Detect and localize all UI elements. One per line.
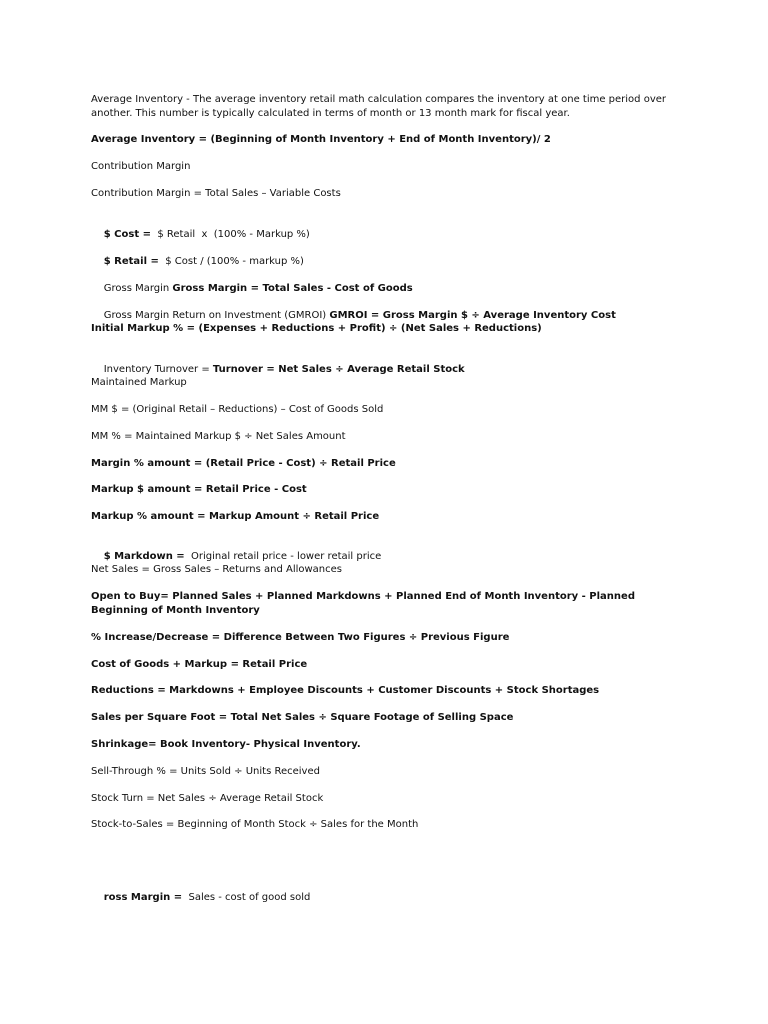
markdown-label: $ Markdown = xyxy=(103,550,185,562)
markup-percent-formula: Markup % amount = Markup Amount ÷ Retail Price xyxy=(91,511,380,522)
gmroi-formula: GMROI = Gross Margin $ ÷ Average Inventory Cost xyxy=(329,309,616,321)
cost-of-goods-formula: Cost of Goods + Markup = Retail Price xyxy=(91,659,308,670)
stock-to-sales-formula: Stock-to-Sales = Beginning of Month Stock ÷ Sales for the Month xyxy=(91,819,419,830)
average-inventory-formula: Average Inventory = (Beginning of Month Inventory + End of Month Inventory)/ 2 xyxy=(91,134,551,145)
average-inventory-intro: Average Inventory - The average inventory retail math calculation compares the inventory at one time period over another. This number is typically calculated in terms of month or 13 month mark for fiscal year. xyxy=(91,94,670,119)
inventory-turnover-label: Inventory Turnover = xyxy=(103,363,213,375)
mm-percent-formula: MM % = Maintained Markup $ ÷ Net Sales Amount xyxy=(91,431,346,442)
cost-formula: $ Retail x (100% - Markup %) xyxy=(150,228,310,240)
initial-markup-formula: Initial Markup % = (Expenses + Reductions + Profit) ÷ (Net Sales + Reductions) xyxy=(91,323,542,334)
sales-per-square-foot-formula: Sales per Square Foot = Total Net Sales ÷ Square Footage of Selling Space xyxy=(91,712,514,723)
increase-decrease-formula: % Increase/Decrease = Difference Between Two Figures ÷ Previous Figure xyxy=(91,632,510,643)
margin-percent-formula: Margin % amount = (Retail Price - Cost) ÷ Retail Price xyxy=(91,458,396,469)
gross-margin-formula: Gross Margin = Total Sales - Cost of Goods xyxy=(172,282,413,294)
contribution-margin-heading: Contribution Margin xyxy=(91,161,191,172)
stock-turn-formula: Stock Turn = Net Sales ÷ Average Retail Stock xyxy=(91,793,324,804)
ross-margin-line xyxy=(91,877,691,918)
markdown-formula: Original retail price - lower retail price xyxy=(184,550,382,562)
net-sales-formula: Net Sales = Gross Sales – Returns and Allowances xyxy=(91,564,343,575)
contribution-margin-formula: Contribution Margin = Total Sales – Variable Costs xyxy=(91,188,341,199)
maintained-markup-heading: Maintained Markup xyxy=(91,377,187,388)
markup-dollar-formula: Markup $ amount = Retail Price - Cost xyxy=(91,484,307,495)
ross-margin-formula: Sales - cost of good sold xyxy=(182,891,311,903)
cost-label: $ Cost = xyxy=(103,228,151,240)
gross-margin-label: Gross Margin xyxy=(103,282,173,294)
reductions-formula: Reductions = Markdowns + Employee Discounts + Customer Discounts + Stock Shortages xyxy=(91,685,600,696)
mm-dollar-formula: MM $ = (Original Retail – Reductions) – Cost of Goods Sold xyxy=(91,404,384,415)
ross-margin-label: ross Margin = xyxy=(103,891,183,903)
inventory-turnover-formula: Turnover = Net Sales ÷ Average Retail Stock xyxy=(212,363,465,375)
retail-formula: $ Cost / (100% - markup %) xyxy=(158,255,304,267)
sell-through-formula: Sell-Through % = Units Sold ÷ Units Received xyxy=(91,766,320,777)
retail-label: $ Retail = xyxy=(103,255,159,267)
gmroi-label: Gross Margin Return on Investment (GMROI) xyxy=(103,309,330,321)
shrinkage-formula: Shrinkage= Book Inventory- Physical Inventory. xyxy=(91,739,361,750)
open-to-buy-formula: Open to Buy= Planned Sales + Planned Markdowns + Planned End of Month Inventory - Planned Beginning of Month Inventory xyxy=(91,591,639,616)
